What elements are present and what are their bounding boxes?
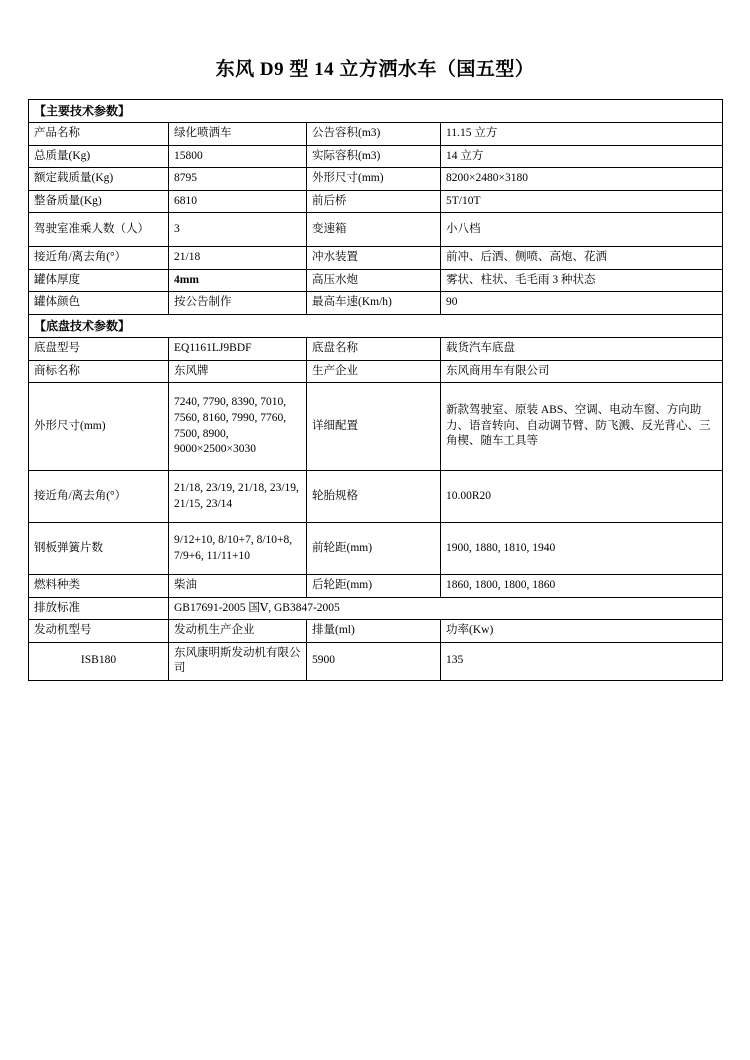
table-row bbox=[29, 269, 723, 292]
label-tank-thickness: 罐体厚度 bbox=[29, 269, 169, 292]
value-max-speed: 90 bbox=[441, 292, 723, 315]
value-tire-spec: 10.00R20 bbox=[441, 471, 723, 523]
value-actual-volume: 14 立方 bbox=[441, 145, 723, 168]
label-manufacturer: 生产企业 bbox=[307, 360, 441, 383]
value-brand-name: 东风牌 bbox=[169, 360, 307, 383]
label-declared-volume: 公告容积(m3) bbox=[307, 123, 441, 146]
value-rear-track: 1860, 1800, 1800, 1860 bbox=[441, 575, 723, 598]
label-front-track: 前轮距(mm) bbox=[307, 523, 441, 575]
value-fuel-type: 柴油 bbox=[169, 575, 307, 598]
label-power: 功率(Kw) bbox=[441, 620, 723, 643]
label-water-device: 冲水装置 bbox=[307, 247, 441, 270]
label-tire-spec: 轮胎规格 bbox=[307, 471, 441, 523]
label-curb-mass: 整备质量(Kg) bbox=[29, 190, 169, 213]
label-chassis-dimensions: 外形尺寸(mm) bbox=[29, 383, 169, 471]
table-row bbox=[29, 597, 723, 620]
table-row bbox=[29, 360, 723, 383]
value-chassis-model: EQ1161LJ9BDF bbox=[169, 337, 307, 360]
value-engine-manufacturer: 东风康明斯发动机有限公司 bbox=[169, 642, 307, 680]
label-approach-departure-angle: 接近角/离去角(°） bbox=[29, 247, 169, 270]
label-leaf-spring-count: 钢板弹簧片数 bbox=[29, 523, 169, 575]
value-manufacturer: 东风商用车有限公司 bbox=[441, 360, 723, 383]
table-row bbox=[29, 168, 723, 191]
label-product-name: 产品名称 bbox=[29, 123, 169, 146]
value-gross-mass: 15800 bbox=[169, 145, 307, 168]
label-tank-color: 罐体颜色 bbox=[29, 292, 169, 315]
page-title: 东风 D9 型 14 立方洒水车（国五型） bbox=[215, 59, 535, 80]
label-rear-track: 后轮距(mm) bbox=[307, 575, 441, 598]
label-rated-load: 额定载质量(Kg) bbox=[29, 168, 169, 191]
table-row bbox=[29, 642, 723, 680]
table-row bbox=[29, 523, 723, 575]
value-chassis-dimensions: 7240, 7790, 8390, 7010, 7560, 8160, 7990, 7760, 7500, 8900, 9000×2500×3030 bbox=[169, 383, 307, 471]
value-curb-mass: 6810 bbox=[169, 190, 307, 213]
label-max-speed: 最高车速(Km/h) bbox=[307, 292, 441, 315]
label-fuel-type: 燃料种类 bbox=[29, 575, 169, 598]
label-engine-model: 发动机型号 bbox=[29, 620, 169, 643]
section-header-chassis-params: 【底盘技术参数】 bbox=[29, 314, 723, 337]
table-row bbox=[29, 123, 723, 146]
table-row bbox=[29, 145, 723, 168]
table-row bbox=[29, 213, 723, 247]
label-emission-standard: 排放标准 bbox=[29, 597, 169, 620]
table-row bbox=[29, 383, 723, 471]
value-chassis-approach-departure-angle: 21/18, 23/19, 21/18, 23/19, 21/15, 23/14 bbox=[169, 471, 307, 523]
section-header-main-params: 【主要技术参数】 bbox=[29, 100, 723, 123]
label-gearbox: 变速箱 bbox=[307, 213, 441, 247]
value-front-track: 1900, 1880, 1810, 1940 bbox=[441, 523, 723, 575]
label-detailed-config: 详细配置 bbox=[307, 383, 441, 471]
table-row bbox=[29, 292, 723, 315]
label-engine-manufacturer: 发动机生产企业 bbox=[169, 620, 307, 643]
label-water-cannon: 高压水炮 bbox=[307, 269, 441, 292]
label-actual-volume: 实际容积(m3) bbox=[307, 145, 441, 168]
value-product-name: 绿化喷洒车 bbox=[169, 123, 307, 146]
label-axles: 前后桥 bbox=[307, 190, 441, 213]
value-displacement: 5900 bbox=[307, 642, 441, 680]
value-chassis-name: 载货汽车底盘 bbox=[441, 337, 723, 360]
value-cab-seats: 3 bbox=[169, 213, 307, 247]
value-tank-thickness: 4mm bbox=[169, 269, 307, 292]
specifications-table bbox=[28, 99, 723, 681]
label-overall-dimensions: 外形尺寸(mm) bbox=[307, 168, 441, 191]
table-row bbox=[29, 100, 723, 123]
label-displacement: 排量(ml) bbox=[307, 620, 441, 643]
value-axles: 5T/10T bbox=[441, 190, 723, 213]
label-cab-seats: 驾驶室准乘人数（人） bbox=[29, 213, 169, 247]
table-row bbox=[29, 620, 723, 643]
value-detailed-config: 新款驾驶室、原装 ABS、空调、电动车窗、方向助力、语音转向、自动调节臂、防飞溅、反光背心、三角楔、随车工具等 bbox=[441, 383, 723, 471]
value-water-cannon: 雾状、柱状、毛毛雨 3 种状态 bbox=[441, 269, 723, 292]
value-gearbox: 小八档 bbox=[441, 213, 723, 247]
table-row bbox=[29, 337, 723, 360]
label-chassis-model: 底盘型号 bbox=[29, 337, 169, 360]
table-row bbox=[29, 471, 723, 523]
label-chassis-name: 底盘名称 bbox=[307, 337, 441, 360]
value-approach-departure-angle: 21/18 bbox=[169, 247, 307, 270]
value-leaf-spring-count: 9/12+10, 8/10+7, 8/10+8, 7/9+6, 11/11+10 bbox=[169, 523, 307, 575]
value-rated-load: 8795 bbox=[169, 168, 307, 191]
value-water-device: 前冲、后洒、侧喷、高炮、花洒 bbox=[441, 247, 723, 270]
value-tank-color: 按公告制作 bbox=[169, 292, 307, 315]
value-overall-dimensions: 8200×2480×3180 bbox=[441, 168, 723, 191]
table-row bbox=[29, 314, 723, 337]
value-engine-model: ISB180 bbox=[29, 642, 169, 680]
label-brand-name: 商标名称 bbox=[29, 360, 169, 383]
table-row bbox=[29, 247, 723, 270]
value-power: 135 bbox=[441, 642, 723, 680]
value-emission-standard: GB17691-2005 国Ⅴ, GB3847-2005 bbox=[169, 597, 723, 620]
value-declared-volume: 11.15 立方 bbox=[441, 123, 723, 146]
table-row bbox=[29, 575, 723, 598]
label-chassis-approach-departure-angle: 接近角/离去角(°） bbox=[29, 471, 169, 523]
label-gross-mass: 总质量(Kg) bbox=[29, 145, 169, 168]
table-row bbox=[29, 190, 723, 213]
